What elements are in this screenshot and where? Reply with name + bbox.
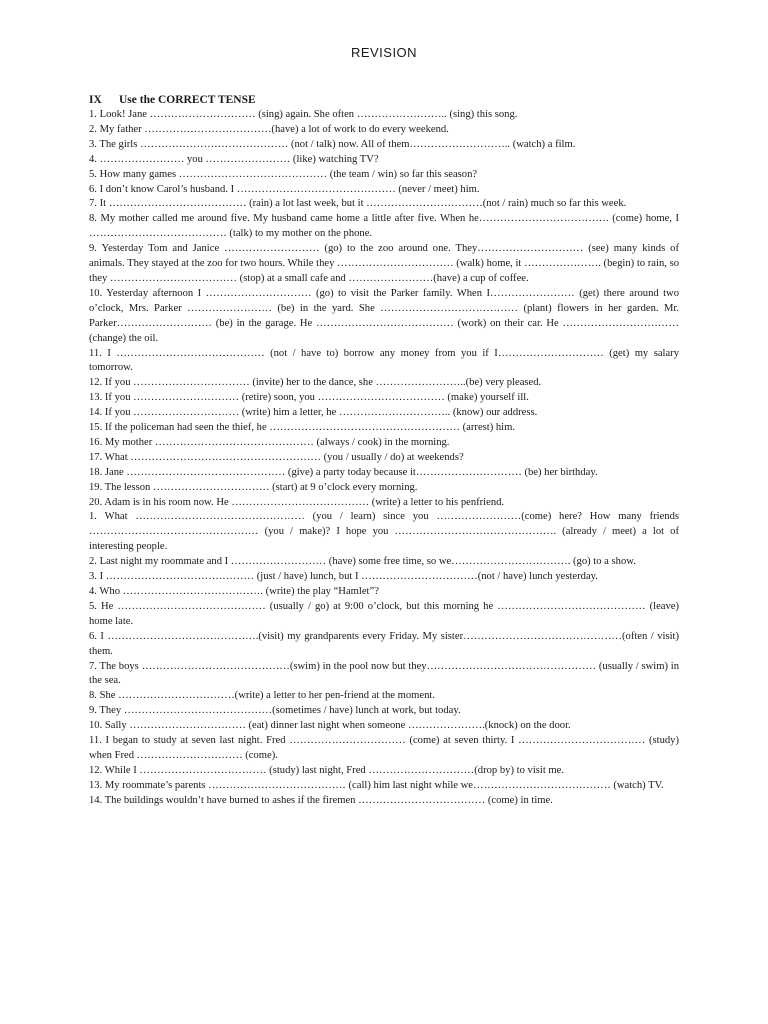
exercise-item: 13. If you ………………………… (retire) soon, you ……………………………… (make) yourself ill.: [89, 392, 529, 404]
exercise-item: 14. The buildings wouldn’t have burned to ashes if the firemen ……………………………… (come) in time.: [89, 794, 553, 806]
exercise-item: 19. The lesson …………………………… (start) at 9 o’clock every morning.: [89, 481, 418, 493]
exercise-item: 8. She ……………………………(write) a letter to her pen-friend at the moment.: [89, 690, 435, 702]
section-title: Use the CORRECT TENSE: [119, 94, 256, 106]
exercise-item: 4. Who …………………………………. (write) the play “Hamlet”?: [89, 586, 379, 597]
exercise-item: 4. …………………… you …………………… (like) watching TV?: [89, 153, 379, 165]
exercise-item: 2. My father ………………………………(have) a lot of work to do every weekend.: [89, 123, 449, 135]
exercise-item: 15. If the policeman had seen the thief, he ……………………………………………… (arrest) him.: [89, 422, 516, 434]
exercise-item: 6. I don’t know Carol’s husband. I ……………………………………… (never / meet) him.: [89, 183, 480, 195]
exercise-item: 8. My mother called me around five. My husband came home a little after five. When he………………………………. (come) home, I ………………………………… (talk) to my mother on the phone.: [89, 213, 679, 240]
exercise-item: 7. It ………………………………… (rain) a lot last week, but it ……………………………(not / rain) much so far this week.: [89, 198, 627, 210]
exercise-item: 12. While I ……………………………… (study) last night, Fred …………………………(drop by) to visit me.: [89, 764, 565, 776]
exercise-item: 20. Adam is in his room now. He ………………………………… (write) a letter to his penfriend.: [89, 496, 505, 508]
exercise-item: 7. The boys ……………………………………(swim) in the pool now but they………………………………………… (usually / swim) in the sea.: [89, 660, 679, 687]
exercise-item: 16. My mother ……………………………………… (always / cook) in the morning.: [89, 436, 450, 448]
exercise-item: 11. I began to study at seven last night. Fred …………………………… (come) at seven thirty. I ……………………………… (study) when Fred ………………………… (come).: [89, 735, 679, 761]
exercise-item: 13. My roommate’s parents ………………………………… (call) him last night while we………………………………… (watch) TV.: [89, 779, 664, 791]
exercise-item: 1. Look! Jane ………………………… (sing) again. She often …………………….. (sing) this song.: [89, 109, 518, 120]
exercise-item: 11. I …………………………………… (not / have to) borrow any money from you if I………………………… (get) my salary tomorrow.: [89, 347, 679, 374]
exercise-item: 6. I …………………………………….(visit) my grandparents every Friday. My sister………………………………………(often / visit) them.: [89, 630, 679, 657]
section-number: IX: [89, 94, 102, 106]
exercise-item: 10. Yesterday afternoon I ………………………… (go) to visit the Parker family. When I…………………… (get) there around two o’clock, Mrs. Parker …………………… (be) in the yard. She ………………………………… (plant) flowers in her garden. Mr. Parker……………………… (be) in the garage. He ………………………………… (work) on their car. He …………………………… (change) the oil.: [89, 287, 679, 344]
exercise-item: 2. Last night my roommate and I ……………………… (have) some free time, so we……………………………. (go) to a show.: [89, 556, 636, 568]
exercise-item: 1. What ………………………………………… (you / learn) since you ……………………(come) here? How many friends ………………………………………… (you / make)? I hope you ………………………………………. (already / meet) a lot of interesting people.: [89, 511, 679, 553]
exercise-item: 3. I …………………………………… (just / have) lunch, but I ……………………………(not / have) lunch yesterday.: [89, 571, 598, 583]
exercise-item: 9. They ……………………………………(sometimes / have) lunch at work, but today.: [89, 705, 461, 717]
exercise-item: 5. He …………………………………… (usually / go) at 9:00 o’clock, but this morning he …………………………………… (leave) home late.: [89, 600, 679, 627]
exercise-item: 9. Yesterday Tom and Janice ……………………… (go) to the zoo around one. They………………………… (see) many kinds of animals. They stayed at the zoo for two hours. While they …………………………… (walk) home, it …………………. (begin) to rain, so they ……………………………… (stop) at a small cafe and ……………………(have) a cup of coffee.: [89, 243, 679, 284]
exercise-item: 14. If you ………………………… (write) him a letter, he ………………………….. (know) our address.: [89, 407, 538, 419]
exercise-item: 17. What ……………………………………………… (you / usually / do) at weekends?: [89, 451, 464, 463]
exercise-item: 5. How many games …………………………………… (the team / win) so far this season?: [89, 168, 478, 180]
page-title: REVISION: [350, 45, 418, 60]
exercise-list: [89, 108, 679, 809]
exercise-item: 12. If you …………………………… (invite) her to the dance, she ……………………..(be) very pleased.: [89, 377, 542, 389]
exercise-item: 10. Sally …………………………… (eat) dinner last night when someone ………………….(knock) on the door.: [89, 720, 571, 732]
exercise-item: 3. The girls …………………………………… (not / talk) now. All of them……………………….. (watch) a film.: [89, 138, 576, 150]
exercise-item: 18. Jane ……………………………………… (give) a party today because it………………………… (be) her birthday.: [89, 466, 598, 478]
section-heading: [89, 94, 256, 106]
